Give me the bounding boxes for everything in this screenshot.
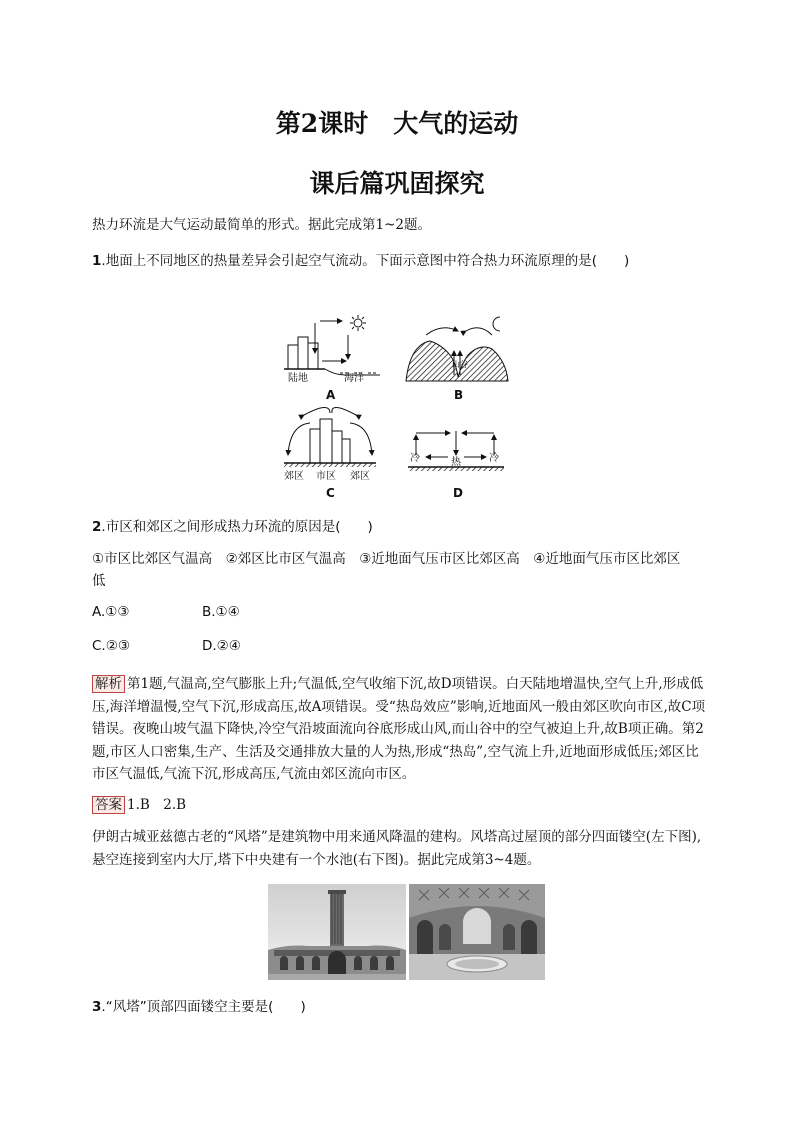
question-number: 2 <box>92 519 102 535</box>
diagram-d <box>408 431 504 500</box>
question-text: .“风塔”顶部四面镂空主要是( ) <box>101 999 306 1015</box>
interior-pool-photo <box>409 884 545 980</box>
diagram-c <box>284 407 376 500</box>
diagram-a <box>284 315 380 402</box>
question-1 <box>92 250 712 272</box>
option-a: A.①③ <box>92 604 130 620</box>
label-suburb-left: 郊区 <box>284 471 304 482</box>
label-valley: 山谷 <box>452 360 468 369</box>
label-cold-right: 冷 <box>489 453 499 464</box>
label-land: 陆地 <box>288 373 308 384</box>
question-2-statements: ①市区比郊区气温高 ②郊区比市区气温高 ③近地面气压市区比郊区高 ④近地面气压市区比郊区低 <box>92 551 681 589</box>
label-d: D <box>453 486 463 500</box>
analysis-text: 第1题,气温高,空气膨胀上升;气温低,空气收缩下沉,故D项错误。白天陆地增温快,空气上升,形成低压,海洋增温慢,空气下沉,形成高压,故A项错误。受“热岛效应”影响,近地面风一般由郊区吹向市区,故C项错误。夜晚山坡气温下降快,冷空气沿坡面流向谷底形成山风,而山谷中的空气被迫上升,故B项正确。第2题,市区人口密集,生产、生活及交通排放大量的人为热,形成“热岛”,空气流上升,近地面形成低压;郊区比市区气温低,气流下沉,形成高压,气流由郊区流向市区。 <box>92 676 706 782</box>
analysis-block <box>92 673 712 786</box>
question-2 <box>92 516 712 538</box>
question-text: .市区和郊区之间形成热力环流的原因是( ) <box>101 519 373 535</box>
label-suburb-right: 郊区 <box>350 471 370 482</box>
intro-text-2: 伊朗古城亚兹德古老的“风塔”是建筑物中用来通风降温的建构。风塔高过屋顶的部分四面镂空(左下图),悬空连接到室内大厅,塔下中央建有一个水池(右下图)。据此完成第3~4题。 <box>92 829 702 868</box>
wind-tower-photo <box>268 884 406 980</box>
label-b: B <box>454 388 464 402</box>
option-d: D.②④ <box>202 638 241 654</box>
thermal-circulation-figure <box>270 305 530 505</box>
analysis-badge: 解析 <box>92 675 125 693</box>
label-c: C <box>326 486 335 500</box>
label-hot: 热 <box>451 457 461 468</box>
question-3 <box>92 996 712 1018</box>
answer-text: 1.B 2.B <box>127 797 187 813</box>
label-a: A <box>326 388 336 402</box>
intro-text: 热力环流是大气运动最简单的形式。据此完成第1~2题。 <box>92 217 431 233</box>
option-b: B.①④ <box>202 604 240 620</box>
question-number: 1 <box>92 253 102 269</box>
answer-badge: 答案 <box>92 796 125 814</box>
question-number: 3 <box>92 999 102 1015</box>
page-subtitle: 课后篇巩固探究 <box>309 169 485 198</box>
option-c: C.②③ <box>92 638 130 654</box>
page-title: 第2课时 大气的运动 <box>275 109 519 138</box>
question-text: .地面上不同地区的热量差异会引起空气流动。下面示意图中符合热力环流原理的是( ) <box>101 253 630 269</box>
label-cold-left: 冷 <box>410 453 420 464</box>
label-city: 市区 <box>316 471 336 482</box>
answer-block <box>92 794 712 816</box>
label-sea: 海洋 <box>344 373 364 384</box>
diagram-b <box>406 317 508 402</box>
